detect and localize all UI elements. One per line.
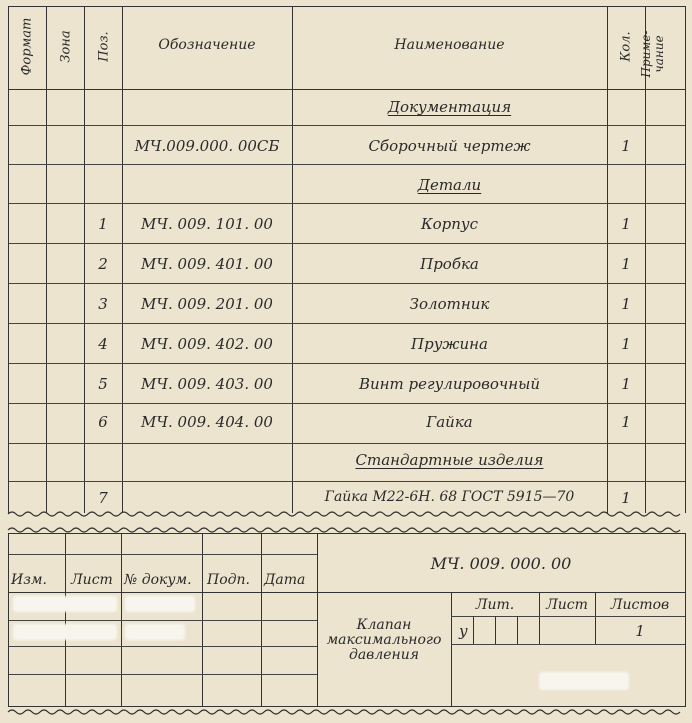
label-doc-no: № докум. — [124, 572, 192, 588]
header-name: Наименование — [394, 37, 505, 53]
tb-row — [9, 646, 317, 647]
section-parts: Детали — [417, 176, 482, 194]
label-izm: Изм. — [11, 572, 47, 588]
tb-row — [9, 620, 317, 621]
row-designation: МЧ. 009. 404. 00 — [141, 413, 273, 431]
header-note-line2: чание — [652, 35, 666, 73]
title-block — [8, 533, 686, 707]
label-sign: Подп. — [207, 572, 250, 588]
row-name: Винт регулировочный — [358, 375, 540, 393]
header-designation: Обозначение — [158, 37, 256, 53]
row-designation: МЧ. 009. 401. 00 — [141, 255, 273, 273]
row-qty: 1 — [621, 137, 631, 155]
row-qty: 1 — [621, 413, 631, 431]
row-divider — [9, 481, 685, 482]
row-divider — [9, 323, 685, 324]
header-pos: Поз. — [96, 31, 112, 62]
row-name: Сборочный чертеж — [368, 137, 531, 155]
row-name: Пробка — [420, 255, 479, 273]
row-designation: МЧ.009.000. 00СБ — [134, 137, 280, 155]
header-format: Формат — [19, 17, 35, 76]
row-qty: 1 — [621, 335, 631, 353]
tb-row — [451, 616, 685, 617]
lit-subcell — [495, 616, 496, 644]
row-divider — [9, 164, 685, 165]
col-divider — [46, 7, 47, 513]
tb-row — [9, 592, 685, 593]
redacted-area — [13, 596, 117, 612]
row-qty: 1 — [621, 295, 631, 313]
label-list: Лист — [71, 572, 113, 588]
label-sheets: Листов — [610, 597, 670, 613]
header-note-line1: Приме- — [639, 30, 653, 78]
tb-row — [451, 644, 685, 645]
row-name: Пружина — [411, 335, 488, 353]
product-name — [317, 618, 451, 663]
product-name-line1: Клапан — [356, 617, 412, 633]
tb-row — [9, 554, 317, 555]
row-designation: МЧ. 009. 101. 00 — [141, 215, 273, 233]
row-name: Гайка М22-6Н. 68 ГОСТ 5915—70 — [324, 489, 575, 505]
header-note — [640, 22, 666, 86]
specification-table — [8, 6, 686, 513]
row-pos: 5 — [98, 375, 108, 393]
header-zone: Зона — [58, 30, 74, 63]
sheets-value: 1 — [635, 622, 645, 640]
row-name: Корпус — [420, 215, 478, 233]
row-divider — [9, 403, 685, 404]
row-divider — [9, 243, 685, 244]
row-pos: 6 — [98, 413, 108, 431]
redacted-area — [125, 596, 195, 612]
lit-value: у — [459, 622, 468, 640]
label-sheet: Лист — [546, 597, 588, 613]
product-name-line3: давления — [348, 647, 420, 663]
row-pos: 4 — [98, 335, 108, 353]
row-qty: 1 — [621, 489, 631, 507]
label-date: Дата — [264, 572, 306, 588]
row-qty: 1 — [621, 375, 631, 393]
label-lit: Лит. — [475, 597, 515, 613]
break-line — [0, 510, 692, 518]
row-qty: 1 — [621, 255, 631, 273]
row-designation: МЧ. 009. 402. 00 — [141, 335, 273, 353]
tb-row — [9, 674, 317, 675]
drawing-number: МЧ. 009. 000. 00 — [430, 554, 572, 573]
row-divider — [9, 125, 685, 126]
row-designation: МЧ. 009. 403. 00 — [141, 375, 273, 393]
header-divider — [9, 89, 685, 90]
header-qty: Кол. — [618, 31, 634, 62]
row-qty: 1 — [621, 215, 631, 233]
redacted-area — [125, 624, 185, 640]
row-name: Золотник — [409, 295, 490, 313]
row-pos: 1 — [98, 215, 108, 233]
redacted-area — [539, 672, 629, 690]
row-divider — [9, 443, 685, 444]
row-designation: МЧ. 009. 201. 00 — [141, 295, 273, 313]
break-line — [0, 708, 692, 716]
row-pos: 2 — [98, 255, 108, 273]
row-divider — [9, 203, 685, 204]
row-divider — [9, 283, 685, 284]
row-pos: 3 — [98, 295, 108, 313]
row-pos: 7 — [98, 489, 108, 507]
lit-subcell — [473, 616, 474, 644]
redacted-area — [13, 624, 117, 640]
section-documentation: Документация — [387, 98, 512, 116]
row-name: Гайка — [426, 413, 473, 431]
row-divider — [9, 363, 685, 364]
lit-subcell — [517, 616, 518, 644]
section-standard: Стандартные изделия — [355, 451, 544, 469]
product-name-line2: максимального — [326, 632, 442, 648]
